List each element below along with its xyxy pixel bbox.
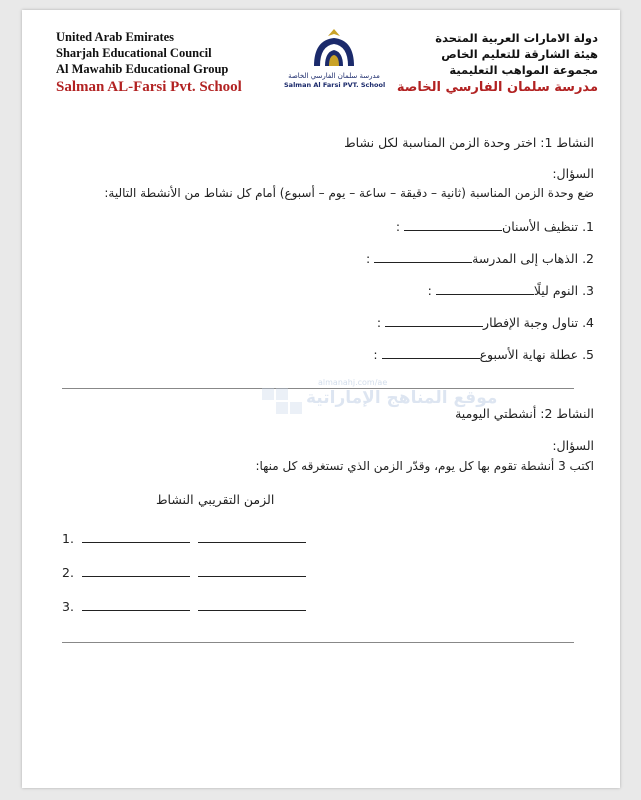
activity-blank[interactable] bbox=[82, 564, 190, 577]
header-ar-school: مدرسة سلمان الفارسي الخاصة bbox=[396, 80, 598, 95]
row-number: 3. bbox=[62, 599, 74, 614]
activity2-row-1 bbox=[62, 530, 306, 546]
logo-english-text: Salman Al Farsi PVT. School bbox=[284, 81, 386, 89]
activity-blank[interactable] bbox=[82, 530, 190, 543]
time-blank[interactable] bbox=[198, 530, 306, 543]
activity2-row-2 bbox=[62, 564, 306, 580]
activity1-item-3: 3. النوم ليلًا : bbox=[427, 283, 594, 298]
header-arabic bbox=[388, 30, 598, 96]
watermark-text: موقع المناهج الإماراتية bbox=[306, 388, 498, 408]
activity1-item-5: 5. عطلة نهاية الأسبوع : bbox=[373, 347, 594, 362]
header-en-school: Salman AL-Farsi Pvt. School bbox=[56, 79, 242, 95]
column-header-time: الزمن التقريبي bbox=[198, 492, 275, 507]
logo-emblem-icon bbox=[304, 26, 364, 72]
item-number: 1. bbox=[582, 219, 594, 234]
activity2-title: النشاط 2: أنشطتي اليومية bbox=[455, 406, 594, 421]
activity2-question-label: السؤال: bbox=[552, 438, 594, 453]
watermark-url: almanahj.com/ae bbox=[318, 378, 388, 387]
activity2-instruction: اكتب 3 أنشطة تقوم بها كل يوم، وقدّر الزمن الذي تستغرقه كل منها: bbox=[255, 459, 594, 473]
section-divider-bottom bbox=[62, 642, 574, 643]
header-en-line-3: Al Mawahib Educational Group bbox=[56, 62, 229, 76]
header-english bbox=[56, 29, 296, 95]
header-en-line-2: Sharjah Educational Council bbox=[56, 46, 212, 60]
item-number: 3. bbox=[582, 283, 594, 298]
answer-blank[interactable] bbox=[374, 250, 472, 263]
time-blank[interactable] bbox=[198, 598, 306, 611]
time-blank[interactable] bbox=[198, 564, 306, 577]
row-number: 2. bbox=[62, 565, 74, 580]
activity-blank[interactable] bbox=[82, 598, 190, 611]
answer-blank[interactable] bbox=[436, 282, 534, 295]
activity2-row-3 bbox=[62, 598, 306, 614]
item-text: عطلة نهاية الأسبوع bbox=[479, 347, 579, 362]
activity1-item-1: 1. تنظيف الأسنان : bbox=[395, 219, 594, 234]
header-ar-line-3: مجموعة المواهب التعليمية bbox=[449, 63, 598, 77]
header-en-line-1: United Arab Emirates bbox=[56, 30, 175, 44]
answer-blank[interactable] bbox=[404, 218, 502, 231]
item-number: 5. bbox=[582, 347, 594, 362]
answer-blank[interactable] bbox=[382, 346, 480, 359]
answer-blank[interactable] bbox=[385, 314, 483, 327]
row-number: 1. bbox=[62, 531, 74, 546]
item-number: 4. bbox=[582, 315, 594, 330]
item-text: الذهاب إلى المدرسة bbox=[472, 251, 579, 266]
header-ar-line-1: دولة الامارات العربية المتحدة bbox=[435, 31, 598, 45]
activity1-instruction: ضع وحدة الزمن المناسبة (ثانية – دقيقة – ساعة – يوم – أسبوع) أمام كل نشاط من الأنشطة التالية: bbox=[104, 186, 594, 200]
activity1-question-label: السؤال: bbox=[552, 166, 594, 181]
item-text: النوم ليلًا bbox=[533, 283, 579, 298]
activity1-title: النشاط 1: اختر وحدة الزمن المناسبة لكل نشاط bbox=[344, 135, 594, 150]
item-text: تناول وجبة الإفطار bbox=[483, 315, 579, 330]
item-text: تنظيف الأسنان bbox=[502, 219, 579, 234]
worksheet-page bbox=[22, 10, 620, 788]
column-header-activity: النشاط bbox=[156, 492, 194, 507]
watermark bbox=[262, 378, 498, 438]
activity1-item-4: 4. تناول وجبة الإفطار : bbox=[376, 315, 594, 330]
logo-arabic-text: مدرسة سلمان الفارسي الخاصة bbox=[288, 72, 380, 80]
activity1-item-2: 2. الذهاب إلى المدرسة : bbox=[365, 251, 594, 266]
header-ar-line-2: هيئة الشارقة للتعليم الخاص bbox=[441, 47, 598, 61]
school-logo bbox=[284, 26, 384, 96]
item-number: 2. bbox=[582, 251, 594, 266]
